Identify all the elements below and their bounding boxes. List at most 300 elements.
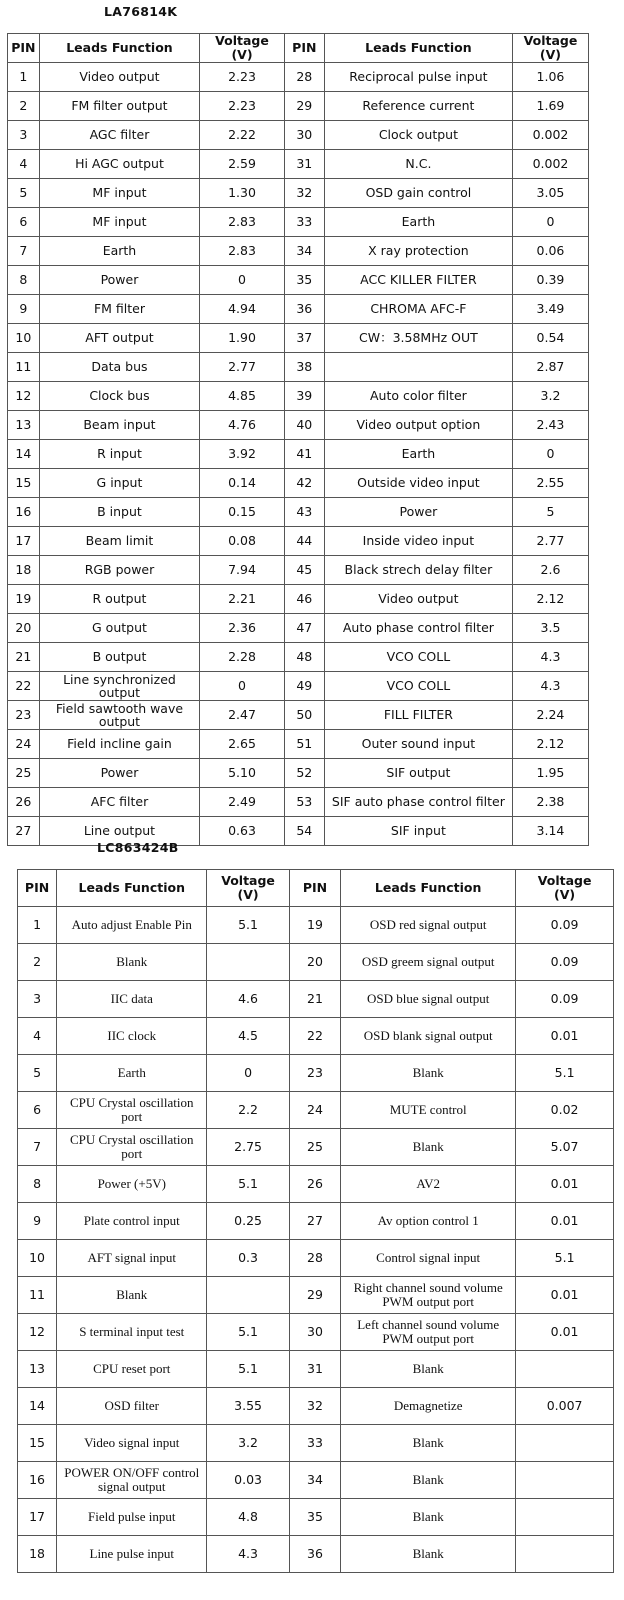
pin-cell: 4 <box>18 1018 57 1055</box>
pin-cell: 38 <box>284 353 324 382</box>
function-cell: S terminal input test <box>57 1314 207 1351</box>
pin-cell: 19 <box>8 585 40 614</box>
pin-cell: 41 <box>284 440 324 469</box>
function-cell: Control signal input <box>341 1240 516 1277</box>
voltage-cell: 2.22 <box>200 121 285 150</box>
voltage-cell: 5.1 <box>207 1166 289 1203</box>
function-cell: Video output <box>39 63 200 92</box>
table-row <box>8 63 589 92</box>
voltage-cell: 1.30 <box>200 179 285 208</box>
voltage-cell: 3.14 <box>512 817 588 846</box>
function-cell: Auto phase control filter <box>324 614 512 643</box>
pin-cell: 15 <box>8 469 40 498</box>
voltage-cell <box>516 1351 614 1388</box>
voltage-cell: 2.65 <box>200 730 285 759</box>
function-cell: Line output <box>39 817 200 846</box>
voltage-cell: 0.01 <box>516 1314 614 1351</box>
voltage-cell: 5.10 <box>200 759 285 788</box>
voltage-cell <box>516 1425 614 1462</box>
table-row <box>8 556 589 585</box>
table-row <box>18 981 614 1018</box>
voltage-cell: 0.09 <box>516 907 614 944</box>
voltage-cell: 1.06 <box>512 63 588 92</box>
header-pin: PIN <box>8 34 40 63</box>
voltage-cell: 0.002 <box>512 150 588 179</box>
pin-cell: 20 <box>8 614 40 643</box>
pin-cell: 28 <box>289 1240 340 1277</box>
function-cell: Reference current <box>324 92 512 121</box>
voltage-cell: 0.02 <box>516 1092 614 1129</box>
function-cell: AFT output <box>39 324 200 353</box>
table-row <box>8 208 589 237</box>
pin-cell: 28 <box>284 63 324 92</box>
pin-cell: 18 <box>8 556 40 585</box>
function-cell: Blank <box>341 1129 516 1166</box>
voltage-cell: 2.12 <box>512 585 588 614</box>
pin-cell: 23 <box>8 701 40 730</box>
voltage-cell: 0.3 <box>207 1240 289 1277</box>
pin-cell: 29 <box>289 1277 340 1314</box>
pin-cell: 3 <box>8 121 40 150</box>
function-cell: MUTE control <box>341 1092 516 1129</box>
function-cell: OSD gain control <box>324 179 512 208</box>
table-row <box>8 817 589 846</box>
function-cell: CPU Crystal oscillation port <box>57 1129 207 1166</box>
header-voltage: Voltage (V) <box>200 34 285 63</box>
function-cell: FILL FILTER <box>324 701 512 730</box>
function-cell: Inside video input <box>324 527 512 556</box>
voltage-cell: 5.1 <box>207 1314 289 1351</box>
table-row <box>8 411 589 440</box>
table-row <box>8 469 589 498</box>
pin-cell: 24 <box>8 730 40 759</box>
voltage-cell: 2.55 <box>512 469 588 498</box>
table-row <box>8 121 589 150</box>
voltage-cell <box>516 1499 614 1536</box>
table-row <box>18 1240 614 1277</box>
function-cell: FM filter <box>39 295 200 324</box>
voltage-cell: 4.94 <box>200 295 285 324</box>
table-row <box>18 907 614 944</box>
pin-cell: 10 <box>8 324 40 353</box>
function-cell: CPU Crystal oscillation port <box>57 1092 207 1129</box>
function-cell: G output <box>39 614 200 643</box>
voltage-cell: 2.38 <box>512 788 588 817</box>
table-row <box>8 643 589 672</box>
function-cell: Blank <box>341 1462 516 1499</box>
pin-cell: 3 <box>18 981 57 1018</box>
header-pin: PIN <box>289 870 340 907</box>
pin-cell: 7 <box>8 237 40 266</box>
pin-cell: 13 <box>8 411 40 440</box>
lc863424b-pin-table <box>17 869 614 1573</box>
voltage-cell: 2.6 <box>512 556 588 585</box>
function-cell: Av option control 1 <box>341 1203 516 1240</box>
voltage-cell: 0 <box>207 1055 289 1092</box>
voltage-cell: 3.2 <box>512 382 588 411</box>
function-cell: Beam limit <box>39 527 200 556</box>
function-cell: Left channel sound volume PWM output port <box>341 1314 516 1351</box>
pin-cell: 9 <box>8 295 40 324</box>
pin-cell: 51 <box>284 730 324 759</box>
voltage-cell <box>516 1462 614 1499</box>
voltage-cell: 1.90 <box>200 324 285 353</box>
voltage-cell: 4.76 <box>200 411 285 440</box>
header-pin: PIN <box>18 870 57 907</box>
pin-cell: 35 <box>289 1499 340 1536</box>
voltage-cell: 0.007 <box>516 1388 614 1425</box>
pin-cell: 19 <box>289 907 340 944</box>
function-cell: Clock bus <box>39 382 200 411</box>
voltage-cell: 0.002 <box>512 121 588 150</box>
table-row <box>18 1203 614 1240</box>
function-cell: Blank <box>341 1351 516 1388</box>
voltage-cell: 2.43 <box>512 411 588 440</box>
function-cell: POWER ON/OFF control signal output <box>57 1462 207 1499</box>
pin-cell: 34 <box>284 237 324 266</box>
voltage-cell: 3.05 <box>512 179 588 208</box>
function-cell: Video output option <box>324 411 512 440</box>
table-row <box>18 1388 614 1425</box>
pin-cell: 14 <box>8 440 40 469</box>
voltage-cell: 0.09 <box>516 981 614 1018</box>
function-cell: Blank <box>341 1499 516 1536</box>
table-row <box>8 701 589 730</box>
function-cell: Outside video input <box>324 469 512 498</box>
table-row <box>18 1351 614 1388</box>
table-row <box>8 527 589 556</box>
voltage-cell: 2.23 <box>200 63 285 92</box>
function-cell: Blank <box>57 944 207 981</box>
table-row <box>18 1314 614 1351</box>
function-cell: Earth <box>57 1055 207 1092</box>
voltage-cell: 3.55 <box>207 1388 289 1425</box>
pin-cell: 5 <box>18 1055 57 1092</box>
voltage-cell: 2.75 <box>207 1129 289 1166</box>
voltage-cell: 2.49 <box>200 788 285 817</box>
voltage-cell: 0.15 <box>200 498 285 527</box>
function-cell: Line synchronized output <box>39 672 200 701</box>
table-row <box>18 1462 614 1499</box>
function-cell: SIF auto phase control filter <box>324 788 512 817</box>
voltage-cell: 2.47 <box>200 701 285 730</box>
table-row <box>8 266 589 295</box>
function-cell: FM filter output <box>39 92 200 121</box>
table-row <box>18 1018 614 1055</box>
voltage-cell: 0.06 <box>512 237 588 266</box>
function-cell: B output <box>39 643 200 672</box>
voltage-cell: 0.01 <box>516 1166 614 1203</box>
pin-cell: 34 <box>289 1462 340 1499</box>
function-cell: IIC clock <box>57 1018 207 1055</box>
voltage-cell: 4.6 <box>207 981 289 1018</box>
pin-cell: 18 <box>18 1536 57 1573</box>
function-cell: Data bus <box>39 353 200 382</box>
pin-cell: 1 <box>18 907 57 944</box>
function-cell: Field incline gain <box>39 730 200 759</box>
function-cell: VCO COLL <box>324 672 512 701</box>
function-cell: Outer sound input <box>324 730 512 759</box>
pin-cell: 11 <box>8 353 40 382</box>
pin-cell: 37 <box>284 324 324 353</box>
pin-cell: 2 <box>8 92 40 121</box>
pin-cell: 48 <box>284 643 324 672</box>
function-cell: OSD blue signal output <box>341 981 516 1018</box>
pin-cell: 29 <box>284 92 324 121</box>
voltage-cell: 4.8 <box>207 1499 289 1536</box>
pin-cell: 43 <box>284 498 324 527</box>
table-row <box>8 440 589 469</box>
pin-cell: 22 <box>8 672 40 701</box>
voltage-cell: 0 <box>200 672 285 701</box>
function-cell: Video output <box>324 585 512 614</box>
pin-cell: 27 <box>289 1203 340 1240</box>
pin-cell: 16 <box>18 1462 57 1499</box>
function-cell: MF input <box>39 179 200 208</box>
function-cell: AV2 <box>341 1166 516 1203</box>
pin-cell: 2 <box>18 944 57 981</box>
voltage-cell: 5.1 <box>207 907 289 944</box>
table-row <box>18 1425 614 1462</box>
table-row <box>18 1277 614 1314</box>
function-cell: Black strech delay filter <box>324 556 512 585</box>
pin-cell: 33 <box>284 208 324 237</box>
table1-title: LA76814K <box>104 4 178 19</box>
pin-cell: 1 <box>8 63 40 92</box>
function-cell: Power <box>39 759 200 788</box>
voltage-cell: 2.36 <box>200 614 285 643</box>
table-row <box>8 759 589 788</box>
voltage-cell: 0.09 <box>516 944 614 981</box>
voltage-cell <box>207 1277 289 1314</box>
voltage-cell: 4.3 <box>512 672 588 701</box>
function-cell: Video signal input <box>57 1425 207 1462</box>
header-voltage: Voltage (V) <box>516 870 614 907</box>
header-leads-function: Leads Function <box>324 34 512 63</box>
table-row <box>8 324 589 353</box>
table-row <box>8 382 589 411</box>
pin-cell: 53 <box>284 788 324 817</box>
pin-cell: 14 <box>18 1388 57 1425</box>
table-row <box>8 498 589 527</box>
voltage-cell: 3.49 <box>512 295 588 324</box>
pin-cell: 22 <box>289 1018 340 1055</box>
table-row <box>8 672 589 701</box>
voltage-cell: 0.08 <box>200 527 285 556</box>
voltage-cell: 0.39 <box>512 266 588 295</box>
pin-cell: 26 <box>8 788 40 817</box>
pin-cell: 9 <box>18 1203 57 1240</box>
function-cell: Line pulse input <box>57 1536 207 1573</box>
table-row <box>8 788 589 817</box>
function-cell: RGB power <box>39 556 200 585</box>
voltage-cell: 3.2 <box>207 1425 289 1462</box>
function-cell: Right channel sound volume PWM output port <box>341 1277 516 1314</box>
pin-cell: 12 <box>18 1314 57 1351</box>
pin-cell: 17 <box>18 1499 57 1536</box>
function-cell: Blank <box>57 1277 207 1314</box>
voltage-cell: 0.01 <box>516 1018 614 1055</box>
pin-cell: 36 <box>284 295 324 324</box>
voltage-cell: 2.77 <box>200 353 285 382</box>
function-cell: Power <box>39 266 200 295</box>
header-voltage: Voltage (V) <box>207 870 289 907</box>
pin-cell: 39 <box>284 382 324 411</box>
voltage-cell: 2.23 <box>200 92 285 121</box>
pin-cell: 7 <box>18 1129 57 1166</box>
voltage-cell: 2.77 <box>512 527 588 556</box>
pin-cell: 24 <box>289 1092 340 1129</box>
voltage-cell: 5.1 <box>516 1055 614 1092</box>
table-row <box>18 1055 614 1092</box>
voltage-cell: 0 <box>512 208 588 237</box>
pin-cell: 50 <box>284 701 324 730</box>
table-row <box>18 1536 614 1573</box>
pin-cell: 44 <box>284 527 324 556</box>
voltage-cell: 2.2 <box>207 1092 289 1129</box>
voltage-cell: 2.12 <box>512 730 588 759</box>
function-cell: R output <box>39 585 200 614</box>
function-cell: Blank <box>341 1425 516 1462</box>
pin-cell: 45 <box>284 556 324 585</box>
voltage-cell: 2.83 <box>200 237 285 266</box>
pin-cell: 49 <box>284 672 324 701</box>
pin-cell: 33 <box>289 1425 340 1462</box>
pin-cell: 21 <box>8 643 40 672</box>
pin-cell: 52 <box>284 759 324 788</box>
pin-cell: 10 <box>18 1240 57 1277</box>
pin-cell: 32 <box>289 1388 340 1425</box>
table-row <box>8 585 589 614</box>
table-row <box>18 1092 614 1129</box>
function-cell: OSD greem signal output <box>341 944 516 981</box>
pin-cell: 15 <box>18 1425 57 1462</box>
pin-cell: 20 <box>289 944 340 981</box>
table-row <box>8 150 589 179</box>
pin-cell: 31 <box>289 1351 340 1388</box>
function-cell: AFC filter <box>39 788 200 817</box>
function-cell: Power <box>324 498 512 527</box>
pin-cell: 17 <box>8 527 40 556</box>
voltage-cell: 4.3 <box>207 1536 289 1573</box>
voltage-cell: 0.25 <box>207 1203 289 1240</box>
pin-cell: 11 <box>18 1277 57 1314</box>
function-cell: Clock output <box>324 121 512 150</box>
function-cell: X ray protection <box>324 237 512 266</box>
voltage-cell: 2.87 <box>512 353 588 382</box>
table-row <box>8 179 589 208</box>
function-cell: Reciprocal pulse input <box>324 63 512 92</box>
function-cell: Earth <box>324 440 512 469</box>
pin-cell: 30 <box>284 121 324 150</box>
voltage-cell: 3.92 <box>200 440 285 469</box>
voltage-cell: 7.94 <box>200 556 285 585</box>
table-row <box>8 237 589 266</box>
pin-cell: 27 <box>8 817 40 846</box>
voltage-cell: 5 <box>512 498 588 527</box>
function-cell: Earth <box>324 208 512 237</box>
pin-cell: 31 <box>284 150 324 179</box>
table-row <box>8 730 589 759</box>
voltage-cell <box>207 944 289 981</box>
pin-cell: 42 <box>284 469 324 498</box>
function-cell: VCO COLL <box>324 643 512 672</box>
table-row <box>8 92 589 121</box>
voltage-cell: 0.01 <box>516 1277 614 1314</box>
pin-cell: 35 <box>284 266 324 295</box>
voltage-cell: 4.3 <box>512 643 588 672</box>
pin-cell: 25 <box>8 759 40 788</box>
table-row <box>18 1129 614 1166</box>
pin-cell: 13 <box>18 1351 57 1388</box>
pin-cell: 46 <box>284 585 324 614</box>
voltage-cell: 2.21 <box>200 585 285 614</box>
voltage-cell: 3.5 <box>512 614 588 643</box>
voltage-cell: 5.1 <box>516 1240 614 1277</box>
function-cell: IIC data <box>57 981 207 1018</box>
table-row <box>8 353 589 382</box>
function-cell: G input <box>39 469 200 498</box>
function-cell: Power (+5V) <box>57 1166 207 1203</box>
pin-cell: 26 <box>289 1166 340 1203</box>
voltage-cell: 2.59 <box>200 150 285 179</box>
pin-cell: 47 <box>284 614 324 643</box>
function-cell: SIF output <box>324 759 512 788</box>
voltage-cell: 0.14 <box>200 469 285 498</box>
voltage-cell: 2.83 <box>200 208 285 237</box>
function-cell: Plate control input <box>57 1203 207 1240</box>
function-cell: Field pulse input <box>57 1499 207 1536</box>
voltage-cell: 0.54 <box>512 324 588 353</box>
pin-cell: 6 <box>8 208 40 237</box>
function-cell: AFT signal input <box>57 1240 207 1277</box>
voltage-cell: 0.01 <box>516 1203 614 1240</box>
voltage-cell: 5.07 <box>516 1129 614 1166</box>
pin-cell: 32 <box>284 179 324 208</box>
pin-cell: 25 <box>289 1129 340 1166</box>
function-cell: N.C. <box>324 150 512 179</box>
pin-cell: 6 <box>18 1092 57 1129</box>
function-cell: Field sawtooth wave output <box>39 701 200 730</box>
function-cell: AGC filter <box>39 121 200 150</box>
pin-cell: 4 <box>8 150 40 179</box>
pin-cell: 12 <box>8 382 40 411</box>
function-cell: MF input <box>39 208 200 237</box>
voltage-cell: 5.1 <box>207 1351 289 1388</box>
function-cell: Auto color filter <box>324 382 512 411</box>
function-cell: Earth <box>39 237 200 266</box>
function-cell: Beam input <box>39 411 200 440</box>
voltage-cell: 0 <box>200 266 285 295</box>
header-leads-function: Leads Function <box>39 34 200 63</box>
voltage-cell: 4.85 <box>200 382 285 411</box>
function-cell: SIF input <box>324 817 512 846</box>
table-row <box>8 295 589 324</box>
voltage-cell: 4.5 <box>207 1018 289 1055</box>
pin-cell: 54 <box>284 817 324 846</box>
table-row <box>18 944 614 981</box>
header-leads-function: Leads Function <box>57 870 207 907</box>
function-cell: Hi AGC output <box>39 150 200 179</box>
voltage-cell: 0.63 <box>200 817 285 846</box>
voltage-cell: 1.69 <box>512 92 588 121</box>
function-cell: Auto adjust Enable Pin <box>57 907 207 944</box>
function-cell <box>324 353 512 382</box>
header-pin: PIN <box>284 34 324 63</box>
function-cell: OSD blank signal output <box>341 1018 516 1055</box>
la76814k-pin-table <box>7 33 589 846</box>
table-row <box>18 1166 614 1203</box>
